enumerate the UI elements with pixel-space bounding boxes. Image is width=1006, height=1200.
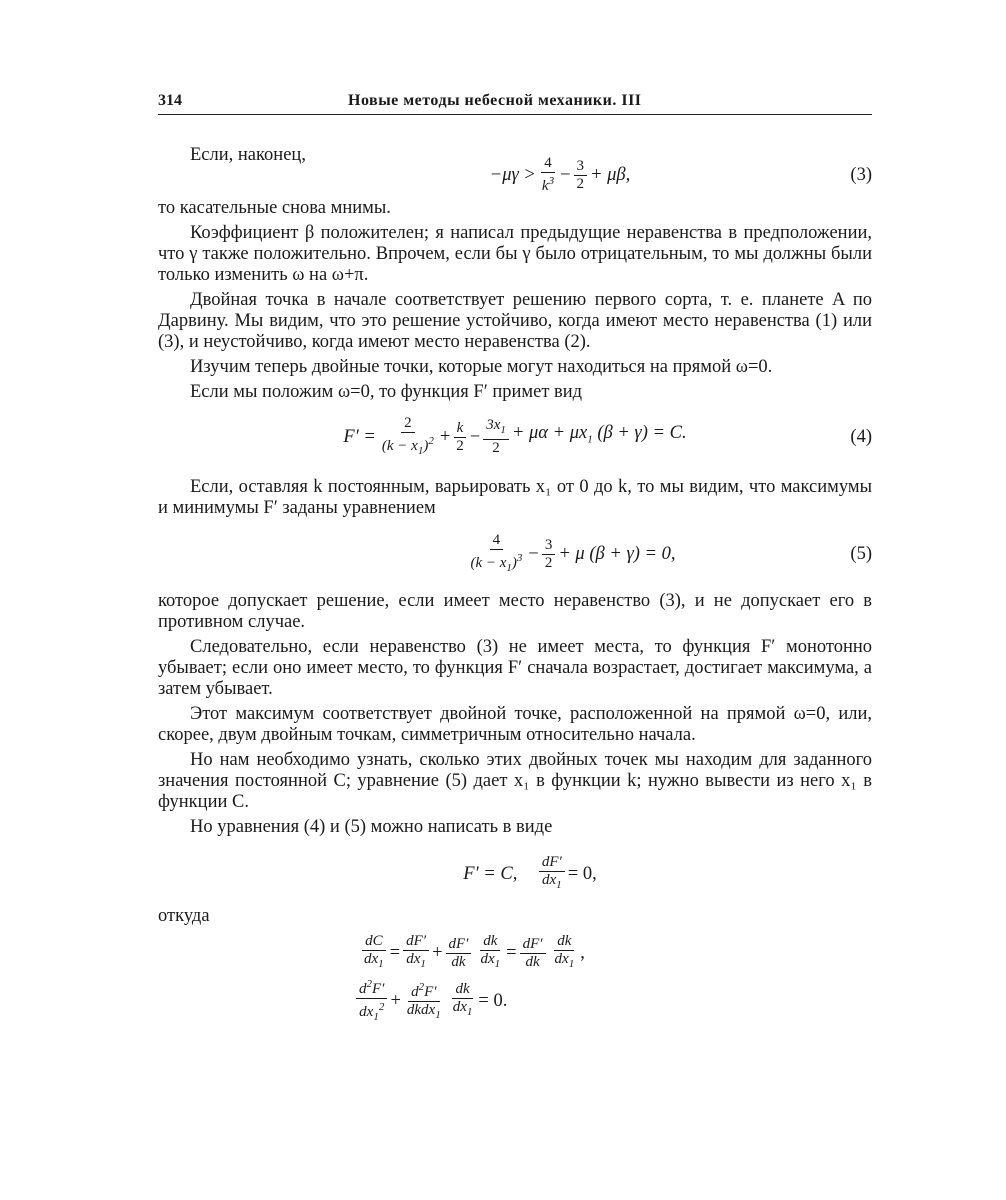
page-number: 314 (158, 92, 182, 109)
paragraph: Но нам необходимо узнать, сколько этих двойных точек мы находим для заданного значения постоянной C; уравнение (5) дает x₁ в функции k; нужно вывести из него x₁ в функции C. (158, 750, 872, 812)
equation-5: $\frac{4}{(k - x_1)^3}$ − $\frac{3}{2}$ + μ (β + γ) = 0, (5) (470, 531, 872, 574)
equation-number: (5) (850, 543, 872, 564)
paragraph: откуда (158, 906, 210, 926)
equation-6: F′ = C, $\frac{dF'}{dx_1}$ = 0, (463, 854, 597, 891)
equation-4: F′ = $\frac{2}{(k - x_1)^2}$ + $\frac{k}{2}$ − $\frac{3x_1}{2}$ + $\mu\alpha + \mu x_1$ (β + γ) = C. (4) (343, 414, 872, 457)
paragraph: Двойная точка в начале соответствует решению первого сорта, т. е. планете A по Дарвину. Мы видим, что это решение устойчиво, когда имеют место неравенства (1) или (3), и неустойчиво, когда имеют место неравенства (2). (158, 290, 872, 352)
paragraph: Если, наконец, (190, 145, 306, 165)
paragraph: которое допускает решение, если имеет место неравенство (3), и не допускает его в противном случае. (158, 591, 872, 632)
paragraph: Коэффициент β положителен; я написал предыдущие неравенства в предположении, что γ также положительно. Впрочем, если бы γ было отрицательным, то мы должны были только изменить ω на ω+π. (158, 223, 872, 285)
equation-number: (3) (850, 164, 872, 185)
running-title: Новые методы небесной механики. III (348, 92, 642, 109)
paragraph: Если, оставляя k постоянным, варьировать x₁ от 0 до k, то мы видим, что максимумы и минимумы F′ заданы уравнением (158, 477, 872, 518)
equation-3: −μγ > $\frac{4}{k^3}$ − $\frac{3}{2}$ + μβ, (3) (489, 155, 872, 194)
page-header (158, 88, 872, 115)
paragraph: то касательные снова мнимы. (158, 198, 391, 218)
equation-number: (4) (850, 426, 872, 447)
paragraph: Этот максимум соответствует двойной точке, расположенной на прямой ω=0, или, скорее, двум двойным точкам, симметричным относительно начала. (158, 704, 872, 745)
paragraph: Следовательно, если неравенство (3) не имеет места, то функция F′ монотонно убывает; если оно имеет место, то функция F′ сначала возрастает, достигает максимума, а затем убывает. (158, 637, 872, 699)
paragraph: Но уравнения (4) и (5) можно написать в виде (190, 817, 553, 837)
equation-8: $\frac{d^2F'}{dx_1^2}$ + $\frac{d^2F'}{dkdx_1}$ $\frac{dk}{dx_1}$ = 0. (158, 979, 872, 1023)
paragraph: Если мы положим ω=0, то функция F′ примет вид (190, 382, 583, 402)
page (158, 88, 872, 1023)
paragraph: Изучим теперь двойные точки, которые могут находиться на прямой ω=0. (190, 357, 773, 377)
equation-7: $\frac{dC}{dx_1}$ = $\frac{dF'}{dx_1}$ + $\frac{dF'}{dk}$ $\frac{dk}{dx_1}$ = $\frac{dF'}{dk}$ $\frac{dk}{dx_1}$ , (364, 933, 585, 970)
